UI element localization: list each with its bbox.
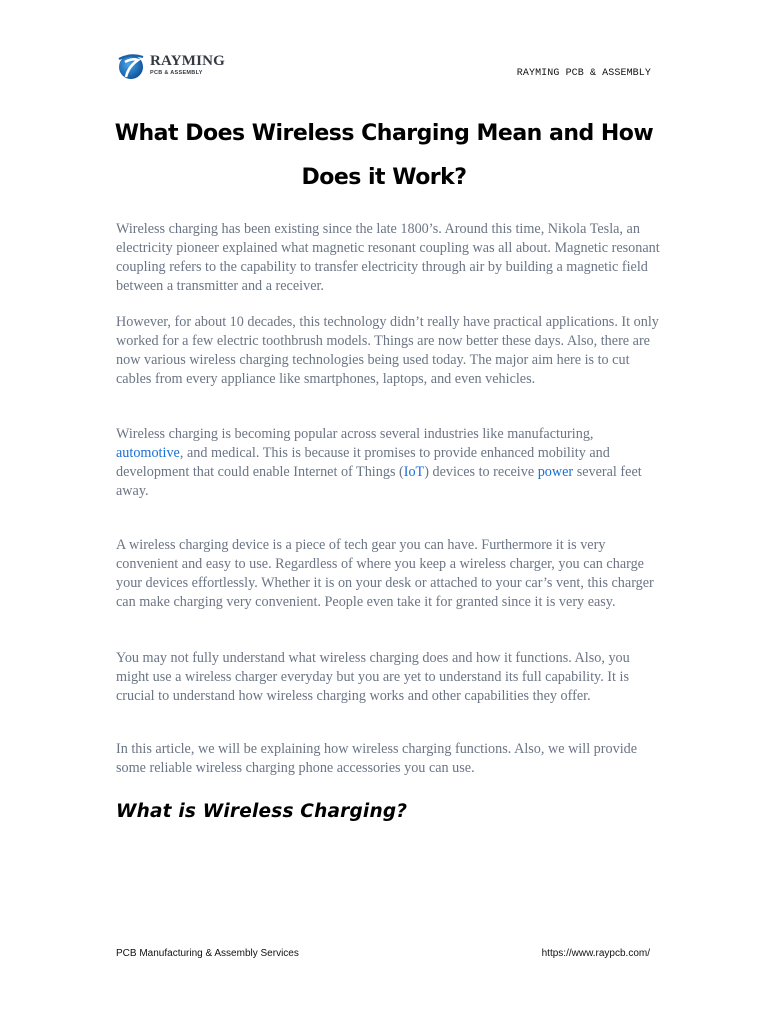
document-title: What Does Wireless Charging Mean and How Does it Work? — [114, 121, 654, 190]
footer-company-tagline: PCB Manufacturing & Assembly Services — [116, 948, 299, 959]
rayming-logo — [116, 50, 225, 80]
footer-website-url[interactable]: https://www.raypcb.com/ — [541, 948, 650, 959]
paragraph-3-text: Wireless charging is becoming popular across several industries like manufacturing, — [116, 426, 594, 442]
logo-subtitle: PCB & ASSEMBLY — [150, 69, 203, 76]
paragraph-1: Wireless charging has been existing since the late 1800’s. Around this time, Nikola Tesla, an electricity pioneer explained what magnetic resonant coupling was all about. Magnetic resonant coupling refers to the capability to transfer electricity through air by building a magnetic field between a transmitter and a receiver. — [116, 221, 660, 295]
paragraph-5: You may not fully understand what wireless charging does and how it functions. Also, you might use a wireless charger everyday but you are yet to understand its full capability. It is crucial to understand how wireless charging works and other capabilities they offer. — [116, 650, 630, 705]
iot-link[interactable]: IoT — [403, 464, 425, 481]
paragraph-6: In this article, we will be explaining how wireless charging functions. Also, we will provide some reliable wireless charging phone accessories you can use. — [116, 741, 638, 777]
automotive-link[interactable]: automotive — [116, 445, 180, 462]
logo-name: RAYMING — [150, 52, 226, 69]
section-heading: What is Wireless Charging? — [116, 801, 408, 822]
paragraph-3 — [116, 425, 661, 501]
power-link[interactable]: power — [537, 464, 574, 481]
paragraph-2: However, for about 10 decades, this technology didn’t really have practical applications. It only worked for a few electric toothbrush models. Things are now better these days. Also, there are now various wireless charging technologies being used today. The major aim here is to cut cables from every appliance like smartphones, laptops, and even vehicles. — [116, 314, 659, 388]
rayming-logo-icon — [116, 50, 146, 80]
paragraph-3-text: , and medical. This is because it promises to provide enhanced mobility and development that could enable Internet of Things ( — [116, 445, 610, 481]
paragraph-4: A wireless charging device is a piece of tech gear you can have. Furthermore it is very convenient and easy to use. Regardless of where you keep a wireless charger, you can charge your devices effortlessly. Whether it is on your desk or attached to your car’s vent, this charger can make charging very convenient. People even take it for granted since it is very easy. — [116, 537, 654, 611]
paragraph-3-text: several feet away. — [116, 464, 642, 500]
page-header — [0, 0, 768, 100]
running-header-title: RAYMING PCB & ASSEMBLY — [516, 68, 651, 79]
paragraph-3-text: ) devices to receive — [424, 464, 538, 481]
